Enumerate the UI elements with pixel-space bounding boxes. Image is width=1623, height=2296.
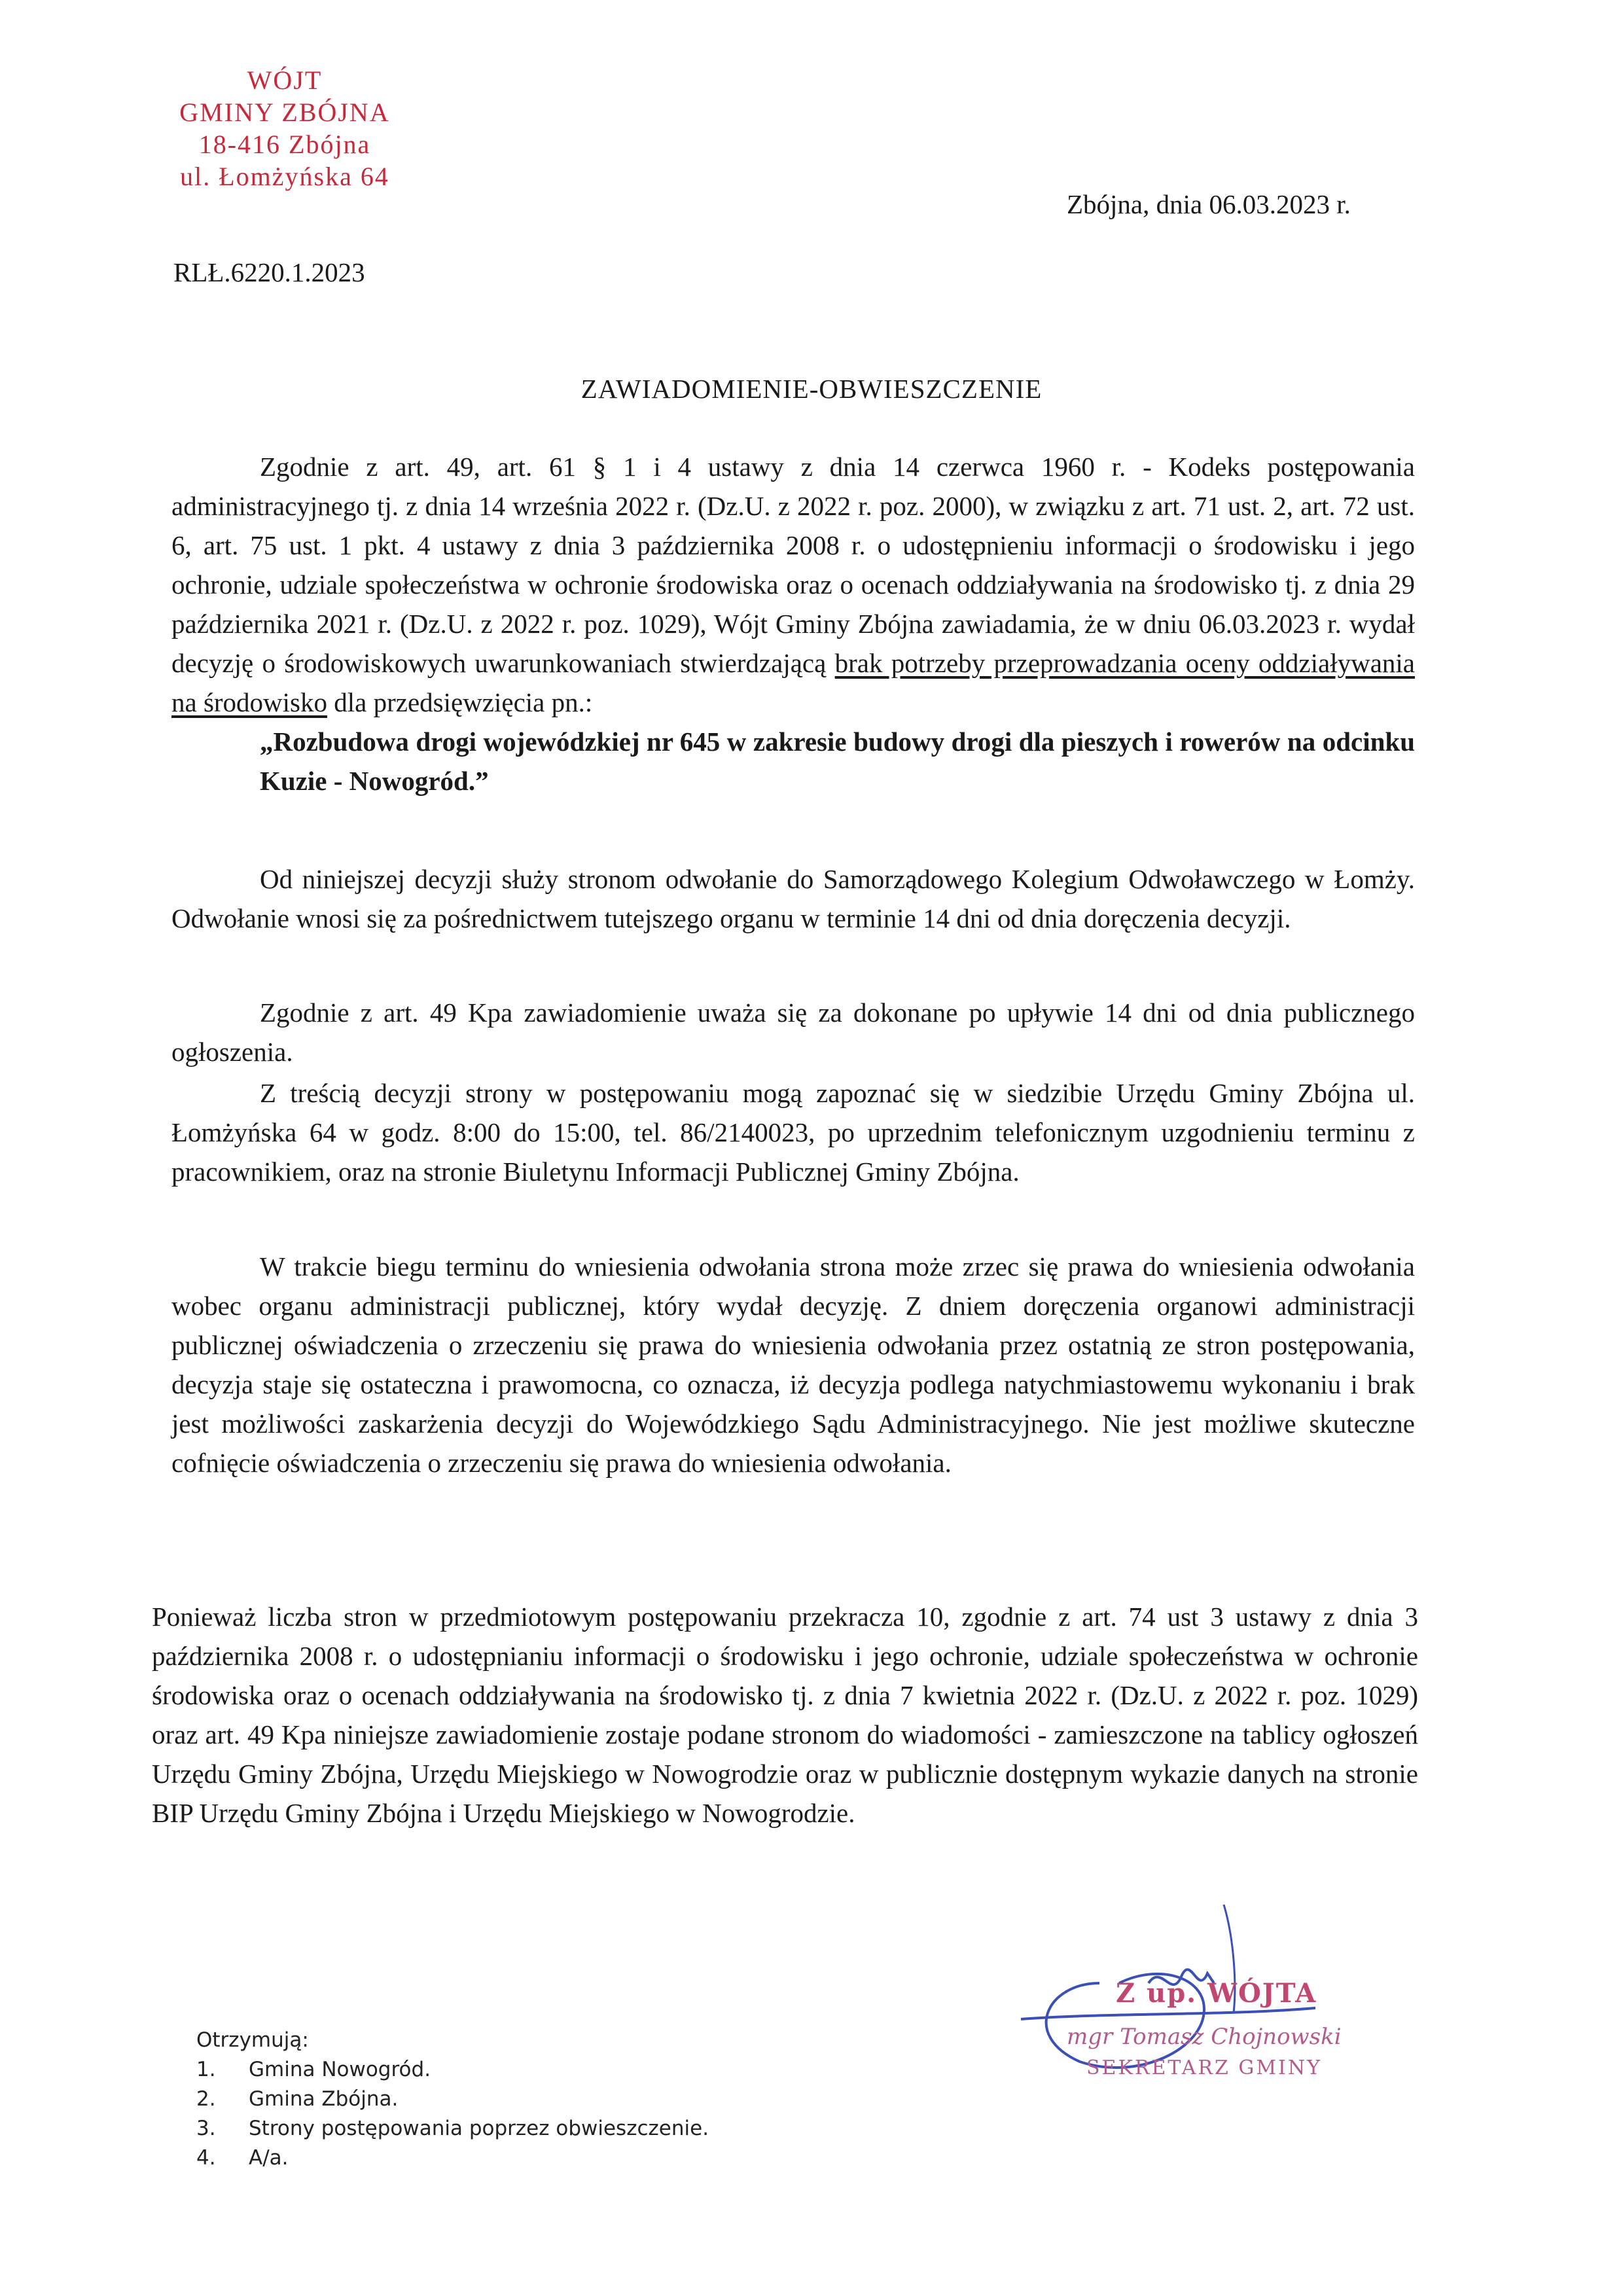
- stamp-line-4: ul. Łomżyńska 64: [180, 162, 389, 191]
- case-reference: RLŁ.6220.1.2023: [173, 257, 365, 287]
- paragraph-publication: Ponieważ liczba stron w przedmiotowym postępowaniu przekracza 10, zgodnie z art. 74 ust 3 ustawy z dnia 3 października 2008 r. o udostępnianiu informacji o środowisku i jego ochronie, udziale społeczeństwa w ochronie środowiska oraz o ocenach oddziaływania na środowisko tj. z dnia 7 kwietnia 2022 r. (Dz.U. z 2022 r. poz. 1029) oraz art. 49 Kpa niniejsze zawiadomienie zostaje podane stronom do wiadomości - zamieszczone na tablicy ogłoszeń Urzędu Gminy Zbójna, Urzędu Miejskiego w Nowogrodzie oraz w publicznie dostępnym wykazie danych na stronie BIP Urzędu Gminy Zbójna i Urzędu Miejskiego w Nowogrodzie.: [152, 1602, 1418, 1828]
- project-name: „Rozbudowa drogi wojewódzkiej nr 645 w zakresie budowy drogi dla pieszych i rowerów na odcinku Kuzie - Nowogród.”: [260, 726, 1415, 796]
- recipients-label: Otrzymują:: [196, 2028, 309, 2052]
- stamp-authority: Z up. WÓJTA: [1116, 1978, 1317, 2009]
- list-item: 4. A/a.: [196, 2146, 289, 2170]
- document-title: ZAWIADOMIENIE-OBWIESZCZENIE: [580, 374, 1043, 404]
- list-item: 2. Gmina Zbójna.: [196, 2087, 399, 2111]
- stamp-line-2: GMINY ZBÓJNA: [179, 98, 390, 127]
- underlined-finding: brak potrzeby przeprowadzania oceny oddziaływania na środowisko: [171, 648, 1416, 717]
- stamp-line-1: WÓJT: [247, 65, 323, 95]
- stamp-signatory-name: mgr Tomasz Chojnowski: [1067, 2024, 1342, 2050]
- stamp-signatory-role: SEKRETARZ GMINY: [1086, 2056, 1322, 2079]
- paragraph-access-decision: Z treścią decyzji strony w postępowaniu mogą zapoznać się w siedzibie Urzędu Gminy Zbójna ul. Łomżyńska 64 w godz. 8:00 do 15:00, tel. 86/2140023, po uprzednim telefonicznym uzgodnieniu terminu z pracownikiem, oraz na stronie Biuletynu Informacji Publicznej Gminy Zbójna.: [171, 1078, 1415, 1187]
- list-item: 3. Strony postępowania poprzez obwieszczenie.: [196, 2117, 709, 2140]
- paragraph-appeal: Od niniejszej decyzji służy stronom odwołanie do Samorządowego Kolegium Odwoławczego w Łomży. Odwołanie wnosi się za pośrednictwem tutejszego organu w terminie 14 dni od dnia doręczenia decyzji.: [171, 864, 1415, 933]
- paragraph-notice-effective: Zgodnie z art. 49 Kpa zawiadomienie uważa się za dokonane po upływie 14 dni od dnia publicznego ogłoszenia.: [171, 997, 1415, 1067]
- paragraph-legal-basis-tail: dla przedsięwzięcia pn.:: [334, 687, 593, 717]
- paragraph-legal-basis: [171, 447, 1415, 800]
- signature-stamp: [1008, 1885, 1374, 2094]
- stamp-line-3: 18-416 Zbójna: [198, 130, 371, 159]
- paragraph-legal-basis-intro: Zgodnie z art. 49, art. 61 § 1 i 4 ustawy z dnia 14 czerwca 1960 r. - Kodeks postępowania administracyjnego tj. z dnia 14 września 2022 r. (Dz.U. z 2022 r. poz. 2000), w związku z art. 71 ust. 2, art. 72 ust. 6, art. 75 ust. 1 pkt. 4 ustawy z dnia 3 października 2008 r. o udostępnieniu informacji o środowisku i jego ochronie, udziale społeczeństwa w ochronie środowiska oraz o ocenach oddziaływania na środowisko tj. z dnia 29 października 2021 r. (Dz.U. z 2022 r. poz. 1029), Wójt Gminy Zbójna zawiadamia, że w dniu 06.03.2023 r. wydał decyzję o środowiskowych uwarunkowaniach stwierdzającą: [171, 452, 1415, 678]
- recipients-list: [196, 2026, 709, 2173]
- office-stamp-header: [147, 64, 422, 192]
- place-and-date: Zbójna, dnia 06.03.2023 r.: [1067, 189, 1351, 219]
- paragraph-waiver: W trakcie biegu terminu do wniesienia odwołania strona może zrzec się prawa do wniesienia odwołania wobec organu administracji publicznej, który wydał decyzję. Z dniem doręczenia organowi administracji publicznej oświadczenia o zrzeczeniu się prawa do wniesienia odwołania przez ostatnią ze stron postępowania, decyzja staje się ostateczna i prawomocna, co oznacza, iż decyzja podlega natychmiastowemu wykonaniu i brak jest możliwości zaskarżenia decyzji do Wojewódzkiego Sądu Administracyjnego. Nie jest możliwe skuteczne cofnięcie oświadczenia o zrzeczeniu się prawa do wniesienia odwołania.: [171, 1251, 1415, 1478]
- list-item: 1. Gmina Nowogród.: [196, 2058, 431, 2081]
